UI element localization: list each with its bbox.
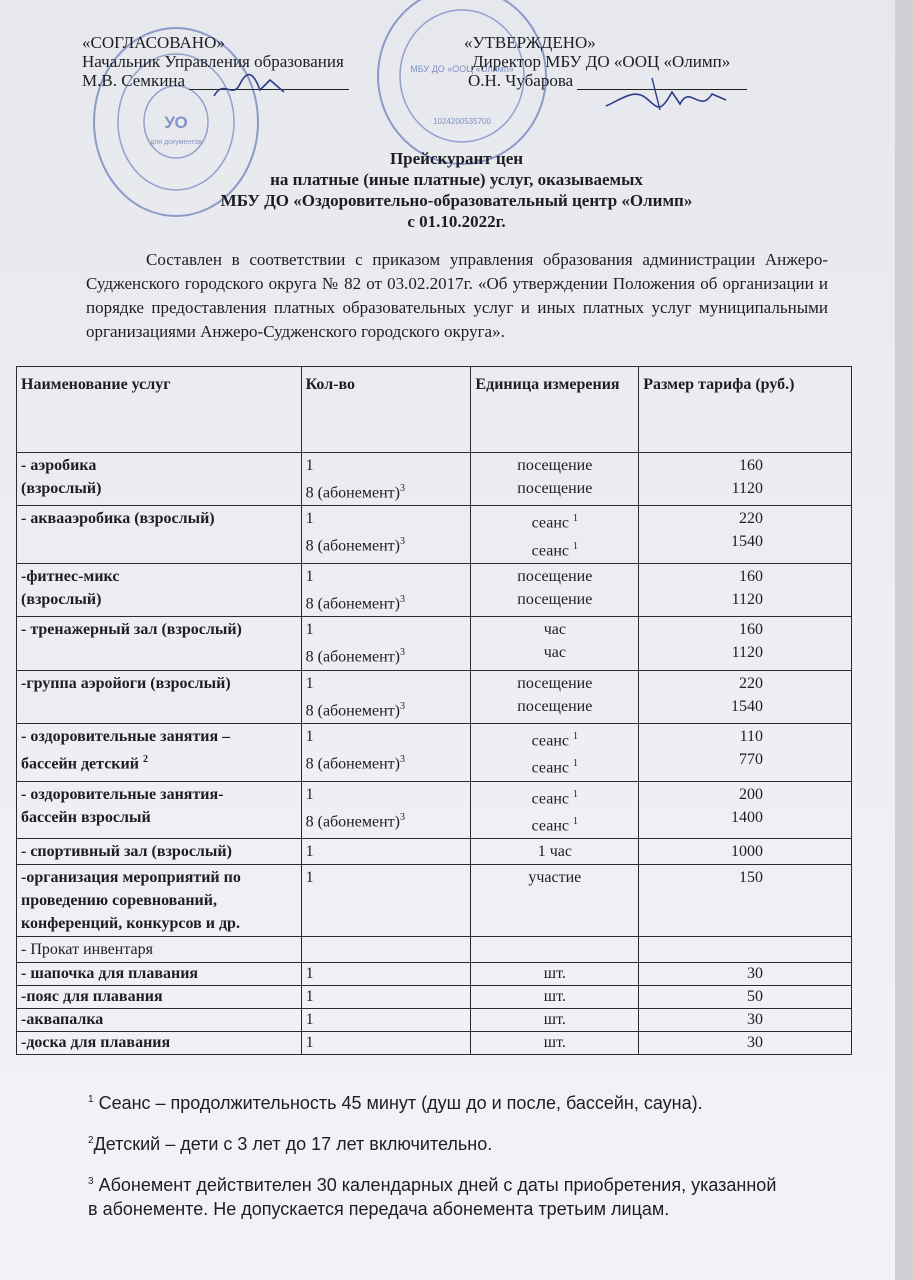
qty-value: 1 bbox=[305, 1034, 314, 1052]
price-single: 160 bbox=[739, 567, 763, 585]
table-row bbox=[17, 1009, 852, 1032]
approval-left-position: Начальник Управления образования bbox=[82, 52, 344, 71]
price-single: 220 bbox=[739, 674, 763, 692]
footnote-1 bbox=[88, 1088, 788, 1115]
footnote-3-text: Абонемент действителен 30 календарных дней с даты приобретения, указанной в абонементе. Не допускается передача абонемента третьим лицам. bbox=[88, 1175, 777, 1219]
service-name-line2: бассейн детский bbox=[21, 755, 143, 773]
qty-single: 1 bbox=[305, 621, 314, 639]
table-header-row bbox=[17, 367, 852, 453]
service-name: - шапочка для плавания bbox=[21, 965, 199, 983]
footnotes bbox=[88, 1088, 788, 1235]
service-name-cell bbox=[17, 670, 302, 723]
unit-footnote-mark: 1 bbox=[572, 513, 578, 525]
qty-single: 1 bbox=[305, 457, 314, 474]
unit-value: шт. bbox=[543, 1034, 566, 1052]
price-value: 30 bbox=[747, 1011, 763, 1029]
price-value: 30 bbox=[747, 1034, 763, 1052]
service-name-line2: бассейн взрослый bbox=[21, 808, 151, 826]
price-subscription: 1120 bbox=[731, 480, 763, 497]
price-table bbox=[16, 366, 852, 1055]
price-single: 160 bbox=[739, 621, 763, 639]
qty-cell bbox=[301, 617, 471, 670]
unit-cell bbox=[471, 453, 639, 506]
price-cell bbox=[639, 986, 852, 1009]
price-single: 220 bbox=[739, 510, 763, 528]
unit-value: шт. bbox=[543, 988, 566, 1006]
footnote-2 bbox=[88, 1129, 788, 1156]
price-subscription: 1400 bbox=[731, 808, 763, 826]
service-name-cell bbox=[17, 563, 302, 616]
service-name: -доска для плавания bbox=[21, 1034, 171, 1052]
price-cell bbox=[639, 453, 852, 506]
table-row bbox=[17, 506, 852, 564]
qty-subscription: 8 (абонемент) bbox=[305, 812, 400, 830]
qty-value: 1 bbox=[305, 843, 314, 861]
table-row bbox=[17, 723, 852, 781]
title-line-3: МБУ ДО «Оздоровительно-образовательный центр «Олимп» bbox=[220, 191, 693, 210]
qty-single: 1 bbox=[305, 727, 314, 745]
price-cell bbox=[639, 563, 852, 616]
table-row bbox=[17, 1032, 852, 1055]
price-cell bbox=[639, 963, 852, 986]
unit-cell bbox=[471, 1009, 639, 1032]
unit-footnote-mark: 1 bbox=[572, 788, 578, 800]
unit-footnote-mark: 1 bbox=[572, 540, 578, 552]
service-name-cell bbox=[17, 839, 302, 865]
unit-value: шт. bbox=[543, 965, 566, 983]
footnote-2-mark: 2 bbox=[88, 1135, 94, 1146]
unit-cell bbox=[471, 839, 639, 865]
table-row bbox=[17, 781, 852, 839]
unit-single: посещение bbox=[517, 674, 593, 692]
table-row bbox=[17, 453, 852, 506]
qty-footnote-mark: 3 bbox=[399, 647, 405, 659]
service-name-cell bbox=[17, 781, 302, 839]
unit-subscription: сеанс bbox=[531, 817, 573, 835]
approval-right-name: О.Н. Чубарова bbox=[468, 71, 574, 90]
unit-value: участие bbox=[528, 869, 582, 887]
approval-right-position: Директор МБУ ДО «ООЦ «Олимп» bbox=[472, 52, 731, 71]
qty-cell bbox=[301, 1032, 471, 1055]
qty-cell bbox=[301, 839, 471, 865]
intro-paragraph bbox=[86, 248, 828, 344]
qty-value: 1 bbox=[305, 965, 314, 983]
table-row bbox=[17, 670, 852, 723]
signature-right bbox=[600, 70, 730, 122]
footnote-3-mark: 3 bbox=[88, 1176, 94, 1187]
footnote-3 bbox=[88, 1170, 788, 1221]
price-single: 200 bbox=[739, 785, 763, 803]
service-name: -организация мероприятий по проведению соревнований, конференций, конкурсов и др. bbox=[21, 869, 241, 933]
qty-footnote-mark: 3 bbox=[399, 483, 405, 494]
unit-subscription: посещение bbox=[517, 697, 593, 715]
qty-value: 1 bbox=[305, 869, 314, 887]
unit-subscription: посещение bbox=[517, 480, 593, 497]
left-stamp-lower-text: для документов bbox=[150, 139, 202, 146]
unit-subscription: посещение bbox=[517, 590, 593, 608]
qty-cell bbox=[301, 963, 471, 986]
table-row bbox=[17, 986, 852, 1009]
price-subscription: 770 bbox=[739, 750, 763, 768]
unit-subscription: сеанс bbox=[531, 541, 573, 559]
qty-footnote-mark: 3 bbox=[399, 593, 405, 605]
header-price: Размер тарифа (руб.) bbox=[639, 367, 852, 453]
price-subscription: 1540 bbox=[731, 697, 763, 715]
unit-cell bbox=[471, 865, 639, 937]
qty-single: 1 bbox=[305, 510, 314, 528]
qty-subscription: 8 (абонемент) bbox=[305, 755, 400, 773]
service-name-cell bbox=[17, 1009, 302, 1032]
right-stamp-number: 1024200535700 bbox=[433, 117, 491, 126]
page-title bbox=[0, 148, 913, 232]
service-name: -пояс для плавания bbox=[21, 988, 163, 1006]
price-value: 50 bbox=[747, 988, 763, 1006]
unit-single: сеанс bbox=[531, 514, 573, 532]
qty-footnote-mark: 3 bbox=[399, 700, 405, 712]
unit-cell bbox=[471, 723, 639, 781]
unit-cell bbox=[471, 986, 639, 1009]
footnote-2-text: Детский – дети с 3 лет до 17 лет включительно. bbox=[93, 1134, 493, 1154]
price-value: 1000 bbox=[731, 843, 763, 861]
service-name: - оздоровительные занятия- bbox=[21, 785, 224, 803]
header-name: Наименование услуг bbox=[17, 367, 302, 453]
qty-footnote-mark: 3 bbox=[399, 536, 405, 548]
qty-value: 1 bbox=[305, 1011, 314, 1029]
unit-value: шт. bbox=[543, 1011, 566, 1029]
title-line-1: Прейскурант цен bbox=[389, 149, 524, 168]
qty-cell bbox=[301, 506, 471, 564]
service-name-cell bbox=[17, 723, 302, 781]
unit-footnote-mark: 1 bbox=[572, 730, 578, 742]
qty-cell bbox=[301, 781, 471, 839]
intro-text: Составлен в соответствии с приказом управления образования администрации Анжеро-Судженского городского округа № 82 от 03.02.2017г. «Об утверждении Положения об организации и порядке предоставления платных образовательных услуг и иных платных услуг муниципальными организациями Анжеро-Судженского городского округа». bbox=[86, 250, 828, 341]
table-row bbox=[17, 865, 852, 937]
service-name-cell bbox=[17, 1032, 302, 1055]
service-name-cell bbox=[17, 865, 302, 937]
service-name-cell bbox=[17, 963, 302, 986]
qty-subscription: 8 (абонемент) bbox=[305, 595, 400, 613]
left-stamp-center-text: УО bbox=[164, 113, 188, 132]
price-cell bbox=[639, 670, 852, 723]
unit-value: 1 час bbox=[537, 843, 572, 861]
qty-cell bbox=[301, 723, 471, 781]
price-cell bbox=[639, 506, 852, 564]
price-cell bbox=[639, 723, 852, 781]
service-name-cell bbox=[17, 986, 302, 1009]
approval-left-heading: «СОГЛАСОВАНО» bbox=[82, 33, 225, 52]
service-name-cell bbox=[17, 617, 302, 670]
price-single: 110 bbox=[739, 727, 763, 745]
service-name-cell bbox=[17, 937, 302, 963]
price-cell bbox=[639, 865, 852, 937]
table-row bbox=[17, 839, 852, 865]
title-line-2: на платные (иные платные) услуг, оказываемых bbox=[270, 170, 643, 189]
price-cell bbox=[639, 781, 852, 839]
right-stamp-center-text: МБУ ДО «ООЦ «Олимп» bbox=[410, 64, 514, 74]
qty-cell bbox=[301, 865, 471, 937]
service-name: -аквапалка bbox=[21, 1011, 104, 1029]
qty-single: 1 bbox=[305, 785, 314, 803]
unit-single: сеанс bbox=[531, 732, 573, 750]
service-name: - аквааэробика (взрослый) bbox=[21, 510, 215, 528]
unit-cell bbox=[471, 563, 639, 616]
service-name: - Прокат инвентаря bbox=[21, 941, 153, 959]
price-subscription: 1120 bbox=[731, 590, 763, 608]
service-name-line2: (взрослый) bbox=[21, 480, 102, 497]
unit-cell bbox=[471, 506, 639, 564]
service-name: - оздоровительные занятия – bbox=[21, 727, 231, 745]
price-cell bbox=[639, 937, 852, 963]
signature-left bbox=[210, 70, 290, 104]
price-subscription: 1540 bbox=[731, 533, 763, 551]
unit-cell bbox=[471, 937, 639, 963]
qty-cell bbox=[301, 986, 471, 1009]
qty-cell bbox=[301, 563, 471, 616]
qty-cell bbox=[301, 1009, 471, 1032]
price-cell bbox=[639, 839, 852, 865]
qty-subscription: 8 (абонемент) bbox=[305, 648, 400, 666]
price-value: 30 bbox=[747, 965, 763, 983]
unit-cell bbox=[471, 963, 639, 986]
service-name-cell bbox=[17, 453, 302, 506]
qty-single: 1 bbox=[305, 567, 314, 585]
qty-footnote-mark: 3 bbox=[399, 811, 405, 823]
unit-cell bbox=[471, 1032, 639, 1055]
approval-right-heading: «УТВЕРЖДЕНО» bbox=[464, 33, 596, 52]
footnote-1-text: Сеанс – продолжительность 45 минут (душ до и после, бассейн, сауна). bbox=[93, 1093, 703, 1113]
table-row bbox=[17, 563, 852, 616]
price-value: 150 bbox=[739, 869, 763, 887]
unit-footnote-mark: 1 bbox=[572, 758, 578, 770]
unit-cell bbox=[471, 617, 639, 670]
price-subscription: 1120 bbox=[731, 644, 763, 662]
unit-single: сеанс bbox=[531, 789, 573, 807]
table-row bbox=[17, 617, 852, 670]
qty-subscription: 8 (абонемент) bbox=[305, 484, 400, 502]
service-name: - тренажерный зал (взрослый) bbox=[21, 621, 242, 639]
unit-single: час bbox=[543, 621, 566, 639]
service-name: - спортивный зал (взрослый) bbox=[21, 843, 232, 861]
unit-subscription: час bbox=[543, 644, 566, 662]
unit-footnote-mark: 1 bbox=[572, 815, 578, 827]
qty-cell bbox=[301, 670, 471, 723]
service-footnote-mark: 2 bbox=[142, 753, 148, 765]
table-row bbox=[17, 963, 852, 986]
unit-single: посещение bbox=[517, 457, 593, 474]
qty-value: 1 bbox=[305, 988, 314, 1006]
qty-single: 1 bbox=[305, 674, 314, 692]
title-line-4: с 01.10.2022г. bbox=[407, 212, 506, 231]
price-single: 160 bbox=[739, 457, 763, 474]
service-name: -фитнес-микс bbox=[21, 567, 120, 585]
qty-footnote-mark: 3 bbox=[399, 753, 405, 765]
service-name-cell bbox=[17, 506, 302, 564]
unit-single: посещение bbox=[517, 567, 593, 585]
unit-cell bbox=[471, 670, 639, 723]
header-unit: Единица измерения bbox=[471, 367, 639, 453]
header-qty: Кол-во bbox=[301, 367, 471, 453]
unit-cell bbox=[471, 781, 639, 839]
footnote-1-mark: 1 bbox=[88, 1094, 94, 1105]
service-name: -группа аэройоги (взрослый) bbox=[21, 674, 231, 692]
qty-cell bbox=[301, 453, 471, 506]
qty-cell bbox=[301, 937, 471, 963]
service-name-line2: (взрослый) bbox=[21, 590, 102, 608]
qty-subscription: 8 (абонемент) bbox=[305, 537, 400, 555]
qty-subscription: 8 (абонемент) bbox=[305, 701, 400, 719]
unit-subscription: сеанс bbox=[531, 759, 573, 777]
price-cell bbox=[639, 617, 852, 670]
table-row bbox=[17, 937, 852, 963]
approval-left-name: М.В. Семкина bbox=[82, 71, 186, 90]
price-cell bbox=[639, 1032, 852, 1055]
service-name: - аэробика bbox=[21, 457, 97, 474]
price-cell bbox=[639, 1009, 852, 1032]
